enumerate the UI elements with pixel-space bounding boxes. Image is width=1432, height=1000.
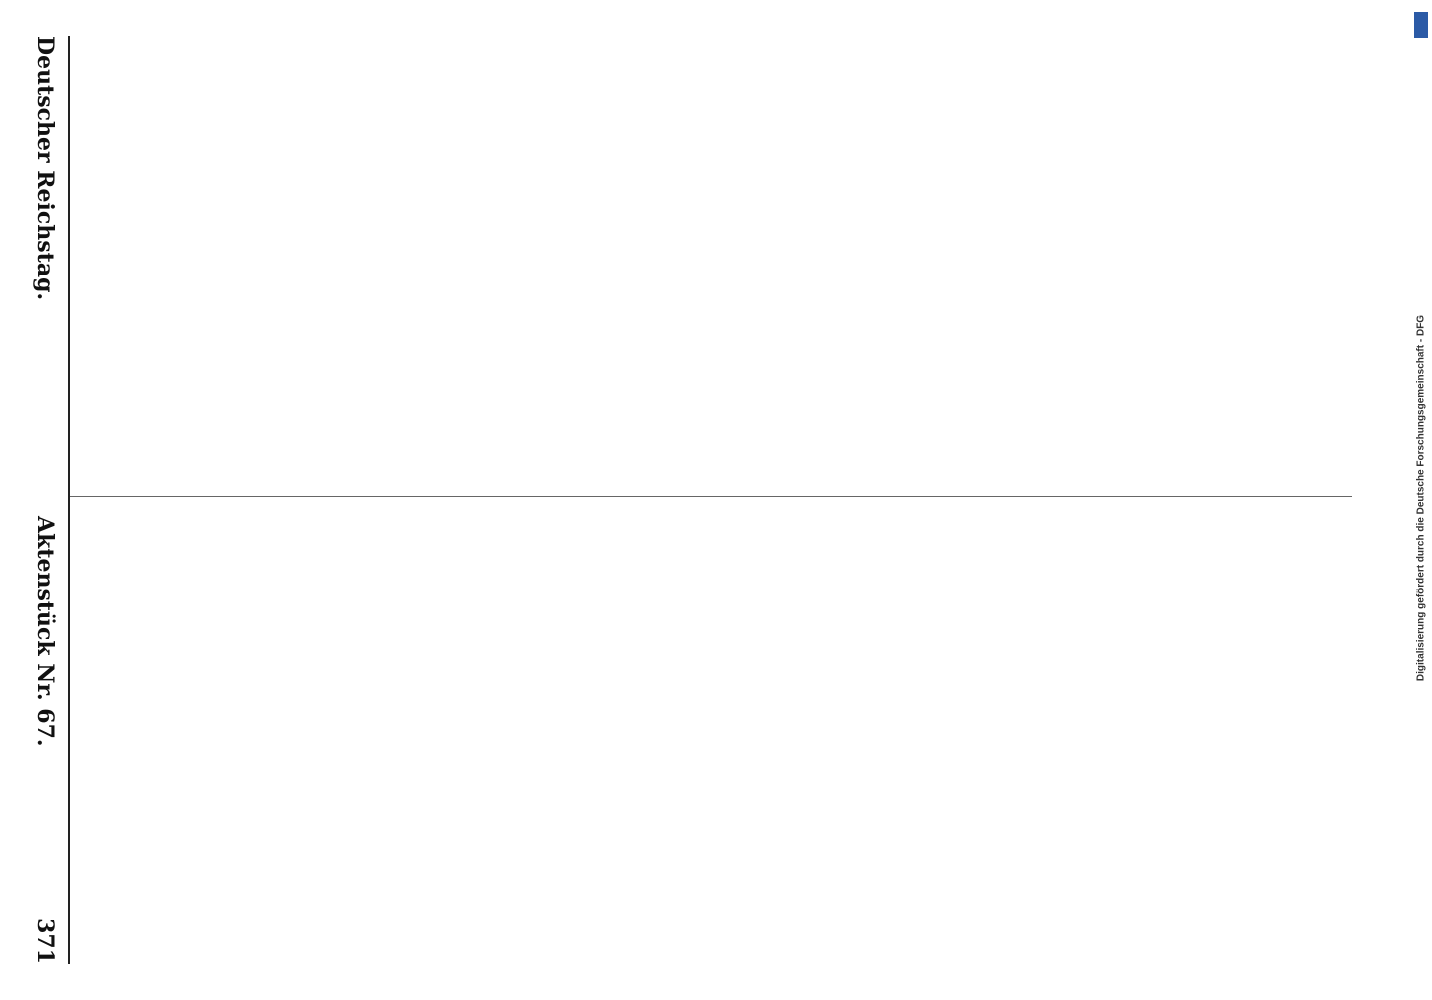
digitization-credit <box>1412 8 1430 988</box>
text-column-right <box>70 508 1350 964</box>
document-number: Aktenstück Nr. 67. <box>32 516 58 747</box>
column-divider <box>70 496 1352 497</box>
text-column-left <box>70 36 1350 486</box>
running-title: Deutscher Reichstag. <box>32 36 58 301</box>
page-number: 371 <box>32 918 58 964</box>
dfg-logo-icon <box>1414 12 1428 38</box>
page-header <box>26 36 60 964</box>
credit-text: Digitalisierung gefördert durch die Deutsche Forschungsgemeinschaft - DFG <box>1415 314 1427 682</box>
